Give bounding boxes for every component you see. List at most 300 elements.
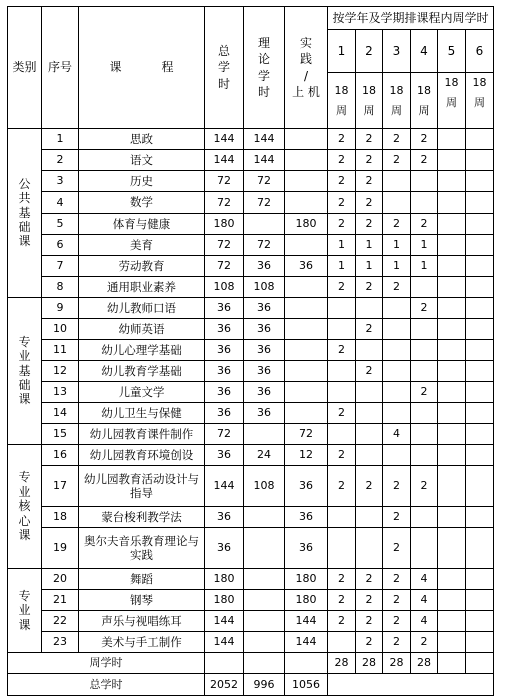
total-hours: 36 — [205, 403, 244, 424]
semester-hours — [466, 611, 494, 632]
semester-hours: 2 — [356, 466, 383, 507]
course-name: 美育 — [79, 235, 205, 256]
header-total-char: 学 — [217, 60, 230, 75]
total-hours: 72 — [205, 192, 244, 214]
practice-hours: 36 — [285, 507, 328, 528]
table-row — [8, 150, 494, 171]
semester-hours: 2 — [328, 277, 356, 298]
semester-hours — [411, 507, 438, 528]
semester-hours — [411, 171, 438, 192]
practice-hours — [285, 192, 328, 214]
semester-hours: 2 — [356, 611, 383, 632]
practice-hours: 72 — [285, 424, 328, 445]
header-theory-char: 时 — [257, 84, 270, 99]
total-hours: 72 — [205, 424, 244, 445]
practice-hours — [285, 403, 328, 424]
theory-hours: 36 — [244, 382, 285, 403]
practice-hours — [285, 129, 328, 150]
semester-hours — [466, 424, 494, 445]
theory-hours — [244, 611, 285, 632]
theory-hours: 108 — [244, 466, 285, 507]
table-row — [8, 214, 494, 235]
weeks-number: 18 — [472, 76, 487, 89]
theory-hours: 36 — [244, 298, 285, 319]
semester-hours — [438, 611, 466, 632]
semester-hours — [383, 361, 411, 382]
course-name: 通用职业素养 — [79, 277, 205, 298]
course-name: 美术与手工制作 — [79, 632, 205, 653]
course-name: 劳动教育 — [79, 256, 205, 277]
semester-hours — [466, 150, 494, 171]
course-name: 数学 — [79, 192, 205, 214]
practice-hours: 36 — [285, 466, 328, 507]
semester-hours: 2 — [411, 382, 438, 403]
header-theory-hours — [244, 7, 285, 129]
header-total-char: 总 — [217, 44, 230, 59]
weeks-number: 18 — [362, 83, 376, 97]
semester-hours — [466, 171, 494, 192]
semester-hours — [466, 277, 494, 298]
semester-hours — [466, 569, 494, 590]
seq-cell: 18 — [42, 507, 79, 528]
semester-hours: 2 — [411, 298, 438, 319]
semester-hours — [438, 129, 466, 150]
theory-hours: 144 — [244, 129, 285, 150]
header-practice-char: 上 机 — [292, 84, 320, 99]
semester-hours — [328, 528, 356, 569]
semester-hours — [438, 424, 466, 445]
category-cell — [8, 129, 42, 298]
seq-cell: 1 — [42, 129, 79, 150]
theory-hours: 36 — [244, 340, 285, 361]
weeks-unit: 周 — [336, 103, 347, 117]
semester-hours: 2 — [328, 590, 356, 611]
semester-hours: 2 — [356, 192, 383, 214]
semester-hours: 4 — [411, 569, 438, 590]
seq-cell: 2 — [42, 150, 79, 171]
semester-hours — [438, 590, 466, 611]
semester-hours — [383, 298, 411, 319]
header-category: 类别 — [8, 7, 42, 129]
semester-hours — [383, 319, 411, 340]
semester-hours — [383, 445, 411, 466]
total-hours: 36 — [205, 319, 244, 340]
weeks-number: 18 — [444, 76, 459, 89]
total-hours: 144 — [205, 632, 244, 653]
header-practice-char: 实 — [299, 36, 312, 51]
semester-hours: 2 — [411, 466, 438, 507]
header-theory-char: 理 — [257, 36, 270, 51]
category-cell — [8, 445, 42, 569]
course-name: 历史 — [79, 171, 205, 192]
semester-hours: 4 — [383, 424, 411, 445]
semester-hours: 2 — [328, 171, 356, 192]
seq-cell: 6 — [42, 235, 79, 256]
seq-cell: 5 — [42, 214, 79, 235]
semester-hours — [356, 528, 383, 569]
semester-hours — [466, 507, 494, 528]
table-row — [8, 171, 494, 192]
semester-hours — [383, 171, 411, 192]
total-hours: 180 — [205, 590, 244, 611]
course-name: 体育与健康 — [79, 214, 205, 235]
semester-hours — [438, 298, 466, 319]
practice-hours — [285, 319, 328, 340]
table-row — [8, 256, 494, 277]
header-practice-char: / — [303, 68, 309, 83]
semester-weeks — [383, 73, 411, 129]
semester-hours: 2 — [383, 507, 411, 528]
seq-cell: 15 — [42, 424, 79, 445]
practice-hours: 180 — [285, 590, 328, 611]
semester-hours — [438, 445, 466, 466]
theory-hours: 72 — [244, 192, 285, 214]
semester-hours — [438, 507, 466, 528]
table-row — [8, 445, 494, 466]
course-name: 舞蹈 — [79, 569, 205, 590]
seq-cell: 14 — [42, 403, 79, 424]
course-name: 声乐与视唱练耳 — [79, 611, 205, 632]
semester-hours — [466, 632, 494, 653]
practice-hours — [285, 382, 328, 403]
semester-hours: 2 — [383, 590, 411, 611]
table-row — [8, 632, 494, 653]
semester-hours: 1 — [328, 256, 356, 277]
practice-hours: 36 — [285, 528, 328, 569]
semester-hours: 2 — [383, 129, 411, 150]
semester-hours: 1 — [411, 235, 438, 256]
practice-hours-sum: 1056 — [285, 674, 328, 696]
semester-hours: 4 — [411, 590, 438, 611]
semester-hours: 2 — [383, 528, 411, 569]
semester-4: 4 — [411, 30, 438, 73]
semester-hours: 2 — [383, 569, 411, 590]
category-label: 专业基础课 — [18, 334, 31, 407]
total-hours: 36 — [205, 528, 244, 569]
table-row — [8, 361, 494, 382]
seq-cell: 9 — [42, 298, 79, 319]
semester-hours: 2 — [328, 129, 356, 150]
semester-hours: 2 — [328, 150, 356, 171]
theory-hours: 36 — [244, 403, 285, 424]
semester-hours — [411, 403, 438, 424]
semester-hours — [411, 319, 438, 340]
course-name: 语文 — [79, 150, 205, 171]
total-hours: 36 — [205, 340, 244, 361]
semester-hours: 1 — [356, 235, 383, 256]
semester-hours: 2 — [328, 340, 356, 361]
seq-cell: 19 — [42, 528, 79, 569]
practice-hours: 36 — [285, 256, 328, 277]
semester-hours — [438, 235, 466, 256]
weeks-unit: 周 — [474, 95, 485, 109]
semester-hours: 2 — [328, 569, 356, 590]
seq-cell: 20 — [42, 569, 79, 590]
table-row — [8, 403, 494, 424]
semester-hours — [438, 466, 466, 507]
course-name: 幼儿园教育课件制作 — [79, 424, 205, 445]
semester-hours: 4 — [411, 611, 438, 632]
seq-cell: 7 — [42, 256, 79, 277]
semester-hours: 2 — [356, 150, 383, 171]
semester-hours — [328, 361, 356, 382]
semester-hours — [466, 590, 494, 611]
table-row — [8, 298, 494, 319]
weekly-hours-label: 周学时 — [8, 653, 205, 674]
semester-weeks — [438, 73, 466, 129]
semester-hours — [466, 256, 494, 277]
header-practice-hours — [285, 7, 328, 129]
header-course — [79, 7, 205, 129]
semester-hours: 2 — [411, 632, 438, 653]
semester-hours — [438, 171, 466, 192]
course-name: 奥尔夫音乐教育理论与实践 — [79, 528, 205, 569]
header-total-char: 时 — [217, 76, 230, 91]
semester-hours — [438, 150, 466, 171]
semester-hours — [438, 528, 466, 569]
seq-cell: 8 — [42, 277, 79, 298]
seq-cell: 13 — [42, 382, 79, 403]
total-hours: 36 — [205, 361, 244, 382]
total-hours: 36 — [205, 382, 244, 403]
course-name: 幼儿园教育活动设计与指导 — [79, 466, 205, 507]
semester-hours: 1 — [356, 256, 383, 277]
theory-hours: 72 — [244, 235, 285, 256]
total-hours: 36 — [205, 445, 244, 466]
theory-hours: 36 — [244, 319, 285, 340]
weekly-hours-semester: 28 — [356, 653, 383, 674]
total-hours: 144 — [205, 129, 244, 150]
semester-hours — [328, 424, 356, 445]
header-schedule-title: 按学年及学期排课程内周学时 — [328, 7, 494, 30]
table-row — [8, 340, 494, 361]
table-row — [8, 466, 494, 507]
semester-hours: 2 — [383, 466, 411, 507]
course-name: 蒙台梭利教学法 — [79, 507, 205, 528]
semester-hours: 2 — [356, 361, 383, 382]
table-row — [8, 590, 494, 611]
semester-hours: 2 — [356, 569, 383, 590]
semester-hours: 2 — [411, 150, 438, 171]
total-hours: 144 — [205, 466, 244, 507]
total-hours: 144 — [205, 150, 244, 171]
table-row — [8, 569, 494, 590]
semester-hours — [356, 403, 383, 424]
semester-hours: 2 — [356, 129, 383, 150]
practice-hours — [285, 235, 328, 256]
header-course-char-1: 课 — [109, 60, 122, 74]
total-hours: 108 — [205, 277, 244, 298]
weeks-unit: 周 — [418, 103, 430, 117]
semester-hours: 1 — [411, 256, 438, 277]
semester-hours — [466, 129, 494, 150]
total-hours: 36 — [205, 507, 244, 528]
semester-weeks — [466, 73, 494, 129]
theory-hours: 36 — [244, 361, 285, 382]
practice-hours — [285, 277, 328, 298]
practice-hours — [285, 150, 328, 171]
table-row — [8, 192, 494, 214]
theory-hours — [244, 632, 285, 653]
semester-hours: 2 — [328, 445, 356, 466]
semester-hours: 2 — [356, 277, 383, 298]
semester-hours — [438, 569, 466, 590]
total-hours-label: 总学时 — [8, 674, 205, 696]
semester-hours — [438, 382, 466, 403]
course-schedule-table — [7, 6, 494, 696]
seq-cell: 10 — [42, 319, 79, 340]
semester-hours: 2 — [383, 632, 411, 653]
semester-1: 1 — [328, 30, 356, 73]
theory-hours-sum: 996 — [244, 674, 285, 696]
semester-hours: 2 — [383, 277, 411, 298]
semester-hours — [438, 192, 466, 214]
weeks-unit: 周 — [391, 103, 402, 117]
practice-hours — [285, 171, 328, 192]
practice-hours: 180 — [285, 214, 328, 235]
theory-hours — [244, 424, 285, 445]
semester-hours — [328, 319, 356, 340]
seq-cell: 4 — [42, 192, 79, 214]
weeks-unit: 周 — [446, 95, 457, 109]
semester-hours — [438, 340, 466, 361]
table-row — [8, 277, 494, 298]
semester-hours — [328, 507, 356, 528]
total-hours: 72 — [205, 171, 244, 192]
theory-hours: 108 — [244, 277, 285, 298]
semester-2: 2 — [356, 30, 383, 73]
theory-hours — [244, 590, 285, 611]
semester-hours — [438, 319, 466, 340]
course-name: 幼儿教师口语 — [79, 298, 205, 319]
weeks-number: 18 — [334, 83, 349, 97]
seq-cell: 16 — [42, 445, 79, 466]
semester-hours — [411, 192, 438, 214]
semester-hours — [466, 445, 494, 466]
total-hours: 180 — [205, 569, 244, 590]
table-row — [8, 382, 494, 403]
weekly-hours-semester: 28 — [411, 653, 438, 674]
semester-6: 6 — [466, 30, 494, 73]
header-seq: 序号 — [42, 7, 79, 129]
semester-hours — [438, 403, 466, 424]
semester-hours — [383, 340, 411, 361]
semester-hours — [466, 361, 494, 382]
weekly-hours-semester: 28 — [328, 653, 356, 674]
semester-hours — [356, 424, 383, 445]
theory-hours — [244, 214, 285, 235]
seq-cell: 22 — [42, 611, 79, 632]
semester-hours — [411, 424, 438, 445]
semester-hours — [466, 340, 494, 361]
theory-hours: 24 — [244, 445, 285, 466]
semester-hours — [356, 507, 383, 528]
practice-hours: 144 — [285, 611, 328, 632]
semester-hours: 2 — [328, 403, 356, 424]
semester-hours — [383, 403, 411, 424]
semester-hours — [466, 382, 494, 403]
weekly-hours-semester — [438, 653, 466, 674]
semester-hours — [411, 340, 438, 361]
semester-hours — [466, 466, 494, 507]
practice-hours: 144 — [285, 632, 328, 653]
semester-hours — [328, 298, 356, 319]
semester-hours — [328, 382, 356, 403]
total-hours: 72 — [205, 256, 244, 277]
table-row — [8, 424, 494, 445]
category-label: 专业核心课 — [18, 470, 31, 542]
semester-hours — [466, 319, 494, 340]
header-theory-char: 论 — [257, 52, 270, 67]
weeks-number: 18 — [417, 83, 431, 97]
semester-weeks — [328, 73, 356, 129]
header-practice-char: 践 — [299, 52, 312, 67]
semester-hours: 2 — [328, 466, 356, 507]
semester-hours — [411, 277, 438, 298]
table-row — [8, 507, 494, 528]
seq-cell: 12 — [42, 361, 79, 382]
table-row — [8, 611, 494, 632]
table-row — [8, 528, 494, 569]
theory-hours: 36 — [244, 256, 285, 277]
seq-cell: 3 — [42, 171, 79, 192]
semester-hours — [411, 361, 438, 382]
total-hours: 180 — [205, 214, 244, 235]
category-label: 公共基础课 — [18, 176, 31, 249]
semester-hours — [438, 361, 466, 382]
weekly-hours-semester: 28 — [383, 653, 411, 674]
weeks-unit: 周 — [363, 103, 375, 117]
semester-hours — [383, 192, 411, 214]
semester-hours: 1 — [383, 256, 411, 277]
seq-cell: 11 — [42, 340, 79, 361]
table-row — [8, 129, 494, 150]
total-hours: 144 — [205, 611, 244, 632]
semester-5: 5 — [438, 30, 466, 73]
semester-hours — [328, 632, 356, 653]
weeks-number: 18 — [389, 83, 404, 97]
semester-hours: 2 — [356, 590, 383, 611]
semester-hours — [466, 528, 494, 569]
semester-hours — [466, 403, 494, 424]
semester-hours — [411, 445, 438, 466]
header-theory-char: 学 — [257, 68, 270, 83]
semester-hours: 2 — [356, 319, 383, 340]
practice-hours: 12 — [285, 445, 328, 466]
semester-hours — [466, 235, 494, 256]
semester-hours — [356, 382, 383, 403]
semester-hours — [438, 256, 466, 277]
semester-hours — [438, 214, 466, 235]
semester-hours: 2 — [383, 214, 411, 235]
practice-hours — [285, 361, 328, 382]
theory-hours: 72 — [244, 171, 285, 192]
seq-cell: 21 — [42, 590, 79, 611]
semester-hours — [438, 632, 466, 653]
course-name: 儿童文学 — [79, 382, 205, 403]
semester-hours — [466, 298, 494, 319]
semester-hours: 2 — [356, 632, 383, 653]
practice-hours — [285, 340, 328, 361]
semester-hours — [356, 298, 383, 319]
theory-hours — [244, 528, 285, 569]
practice-hours — [285, 298, 328, 319]
course-name: 钢琴 — [79, 590, 205, 611]
semester-hours — [356, 445, 383, 466]
semester-hours: 2 — [328, 214, 356, 235]
semester-hours: 2 — [383, 150, 411, 171]
semester-hours: 2 — [383, 611, 411, 632]
